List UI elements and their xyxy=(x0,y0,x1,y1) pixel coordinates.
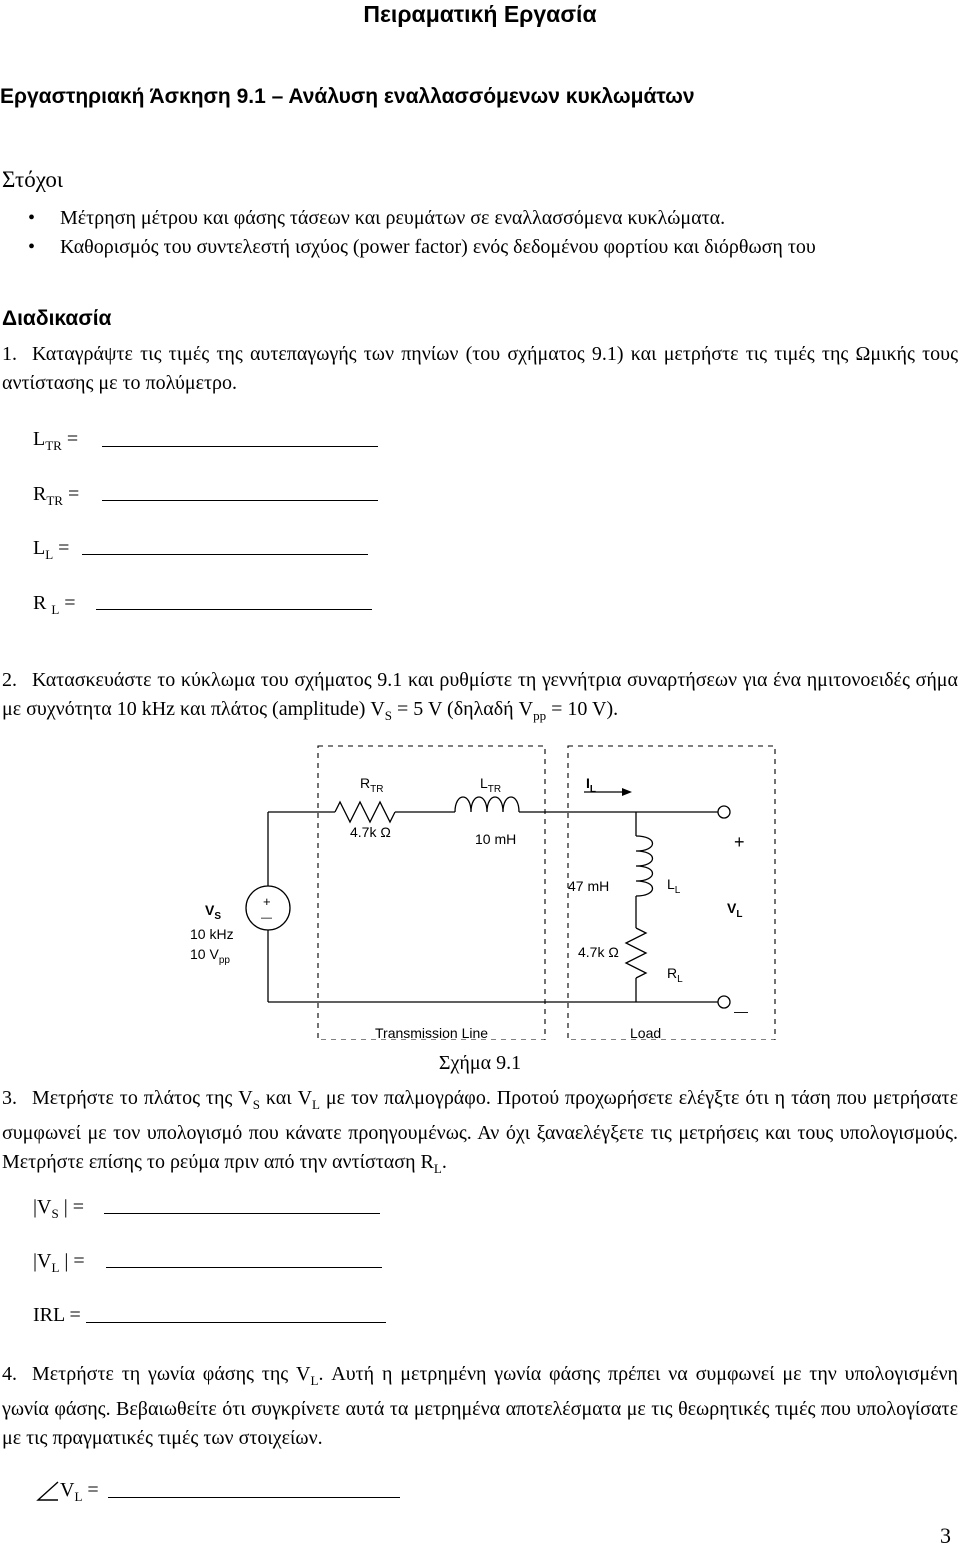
inductor-l-tr xyxy=(455,797,519,812)
current-arrow-head xyxy=(622,788,632,796)
field-irl-blank[interactable] xyxy=(86,1322,386,1323)
field-l-l-blank[interactable] xyxy=(82,554,368,555)
field-r-l-blank[interactable] xyxy=(96,609,372,610)
label-r-l-value: 4.7k Ω xyxy=(578,944,619,960)
label-l-l: $L_L$ xyxy=(667,876,681,896)
resistor-r-tr xyxy=(335,802,395,822)
label-r-tr: $R_{TR}$ xyxy=(360,775,384,795)
field-vl-angle: $V_L$ = xyxy=(60,1479,99,1504)
objectives-list xyxy=(0,204,816,262)
field-l-tr-blank[interactable] xyxy=(102,446,378,447)
step-4-text: 4. Μετρήστε τη γωνία φάσης της $V_L$. Αυτή η μετρημένη γωνία φάσης πρέπει να συμφωνεί με την υπολογισμένη γωνία φάσης. Βεβαιωθείτε ότι συγκρίνετε αυτά τα μετρημένα αποτελέσματα με τις θεωρητικές τιμές που υπολογίσατε με τις πραγματικές τιμές των στοιχείων. xyxy=(2,1363,958,1449)
exercise-title: Εργαστηριακή Άσκηση 9.1 – Ανάλυση εναλλασσόμενων κυκλωμάτων xyxy=(0,85,695,108)
figure-caption: Σχήμα 9.1 xyxy=(438,1052,522,1074)
step-1-text: 1. Καταγράψτε τις τιμές της αυτεπαγωγής των πηνίων (του σχήματος 9.1) και μετρήστε τις τιμές της Ωμικής τους αντίστασης με το πολύμετρο. xyxy=(2,343,958,394)
objectives-heading: Στόχοι xyxy=(2,167,64,192)
circuit-diagram xyxy=(0,740,960,1040)
output-plus-sign: + xyxy=(734,832,745,852)
field-vl-angle-blank[interactable] xyxy=(108,1497,400,1498)
label-v-l: $V_L$ xyxy=(727,900,743,920)
field-r-tr: $R_{TR}$ = xyxy=(33,483,80,508)
label-i-l: $I_L$ xyxy=(586,775,596,795)
field-irl: IRL = xyxy=(33,1304,81,1326)
resistor-r-l xyxy=(626,928,646,978)
label-l-l-value: 47 mH xyxy=(568,878,610,894)
field-vs-magnitude: $|V_S$ | = xyxy=(33,1196,84,1221)
page-number: 3 xyxy=(940,1523,951,1548)
source-minus-sign: — xyxy=(261,912,272,924)
output-minus-sign: — xyxy=(734,1003,748,1019)
step-2-text: 2. Κατασκευάστε το κύκλωμα του σχήματος 9.1 και ρυθμίστε τη γεννήτρια συναρτήσεων για ένα ημιτονοειδές σήμα με συχνότητα 10 kHz και πλάτος (amplitude) $V_S = 5$ V (δηλαδή $V_{pp} = 10$ V). xyxy=(2,669,958,723)
label-r-tr-value: 4.7k Ω xyxy=(350,824,391,840)
page-title: Πειραματική Εργασία xyxy=(363,1,597,27)
field-l-l: $L_L$ = xyxy=(33,537,70,562)
label-l-tr-value: 10 mH xyxy=(475,831,517,847)
label-v-s: $V_S$ xyxy=(205,902,222,922)
field-vl-magnitude: $|V_L$ | = xyxy=(33,1250,85,1275)
label-load: Load xyxy=(630,1025,662,1040)
label-transmission-line: Transmission Line xyxy=(375,1025,489,1040)
label-l-tr: $L_{TR}$ xyxy=(480,775,502,795)
field-r-l: R $_L$ = xyxy=(33,592,76,617)
objective-item: • Μέτρηση μέτρου και φάσης τάσεων και ρευμάτων σε εναλλασσόμενα κυκλώματα. xyxy=(0,204,816,233)
output-terminal-top xyxy=(718,806,730,818)
output-terminal-bottom xyxy=(718,996,730,1008)
label-r-l: $R_L$ xyxy=(667,965,683,985)
field-vl-blank[interactable] xyxy=(106,1267,382,1268)
angle-icon xyxy=(36,1480,60,1502)
label-frequency: 10 kHz xyxy=(190,926,234,942)
field-l-tr: $L_{TR}$ = xyxy=(33,428,79,453)
step-3-text: 3. Μετρήστε το πλάτος της $V_S$ και $V_L$ με τον παλμογράφο. Προτού προχωρήσετε ελέγξτε ότι η τάση που μετρήσατε συμφωνεί με τον υπολογισμό που κάνατε προηγουμένως. Αν όχι ξαναελέγξετε τις μετρήσεις και τους υπολογισμούς. Μετρήστε επίσης το ρεύμα πριν από την αντίσταση $R_L$. xyxy=(2,1087,958,1176)
procedure-heading: Διαδικασία xyxy=(2,307,112,330)
transmission-line-box xyxy=(318,746,545,1040)
objective-item: • Καθορισμός του συντελεστή ισχύος (power factor) ενός δεδομένου φορτίου και διόρθωση του xyxy=(0,233,816,262)
field-vs-blank[interactable] xyxy=(104,1213,380,1214)
field-r-tr-blank[interactable] xyxy=(102,500,378,501)
inductor-l-l xyxy=(636,836,653,896)
source-plus-sign: + xyxy=(263,894,271,909)
label-vpp: 10 $V_{pp}$ xyxy=(190,946,230,966)
